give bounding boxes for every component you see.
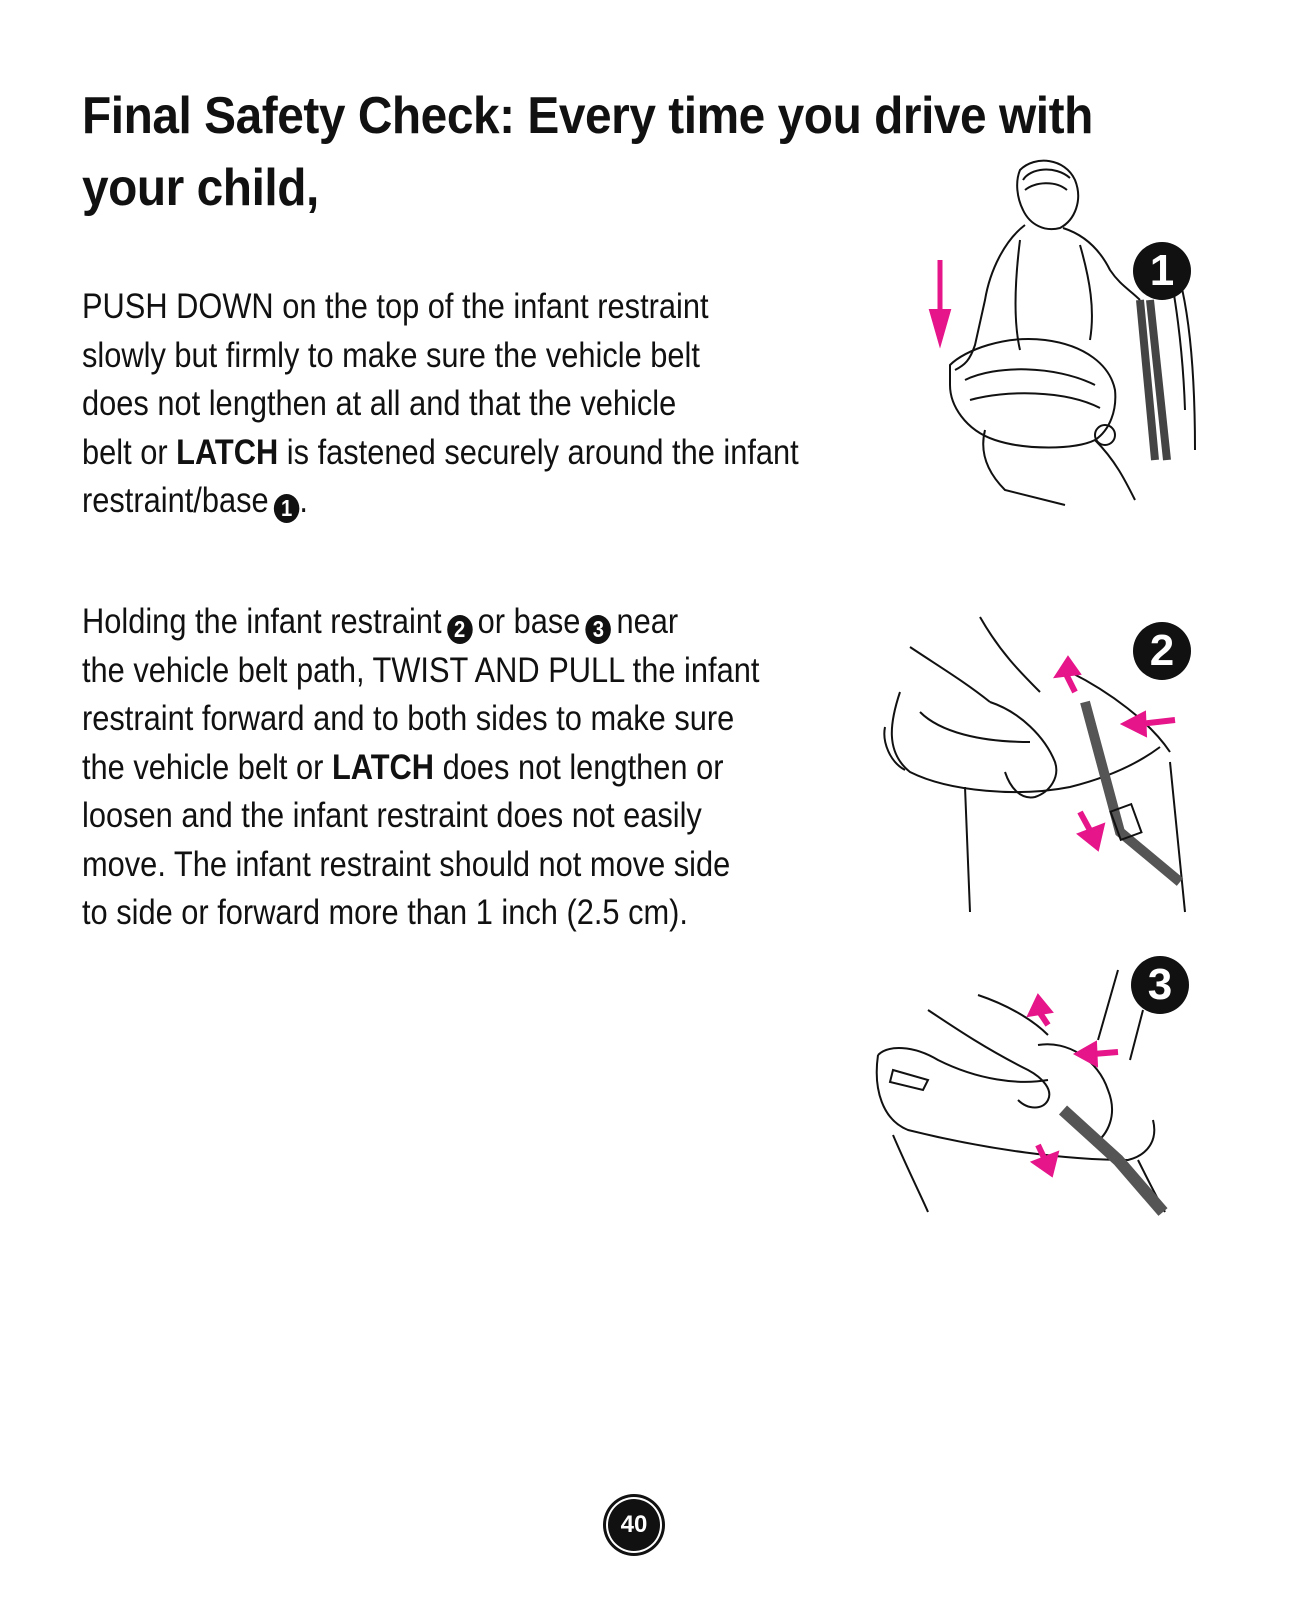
text-line <box>82 598 900 647</box>
text-segment: does not lengthen or <box>434 747 724 787</box>
text-segment: the vehicle belt or <box>82 747 332 787</box>
push-down-illustration <box>925 150 1210 510</box>
figure-ref-3: 3 <box>586 615 612 644</box>
text-segment: Holding the infant restraint <box>82 602 442 641</box>
text-segment: or base <box>477 602 581 641</box>
text-segment: belt or <box>82 432 177 472</box>
latch-keyword: LATCH <box>176 432 279 472</box>
latch-keyword: LATCH <box>331 747 435 787</box>
text-line: move. The infant restraint should not move side <box>82 844 731 884</box>
figure-badge-3: 3 <box>1131 956 1189 1014</box>
text-line: restraint forward and to both sides to make sure <box>82 699 735 738</box>
text-segment: near <box>616 602 679 641</box>
text-line: PUSH DOWN on the top of the infant restraint <box>82 287 709 326</box>
page-number: 40 <box>606 1497 662 1553</box>
page-title: Final Safety Check: Every time you drive with your child, <box>82 87 1093 217</box>
push-down-instructions <box>82 283 918 526</box>
text-line: the vehicle belt path, TWIST AND PULL the infant <box>82 650 760 690</box>
text-segment: restraint/base <box>82 481 269 520</box>
figure-badge-2: 2 <box>1133 622 1191 680</box>
text-line <box>82 477 918 526</box>
text-line <box>82 744 900 793</box>
twist-and-pull-instructions <box>82 598 900 938</box>
figure-badge-1: 1 <box>1133 242 1191 300</box>
text-line: does not lengthen at all and that the vehicle <box>82 384 677 423</box>
text-segment: is fastened securely around the infant <box>278 432 799 472</box>
text-line: to side or forward more than 1 inch (2.5 cm). <box>82 893 688 932</box>
text-line: slowly but firmly to make sure the vehicle belt <box>82 335 700 375</box>
text-segment: . <box>299 481 308 520</box>
text-line: loosen and the infant restraint does not easily <box>82 796 702 835</box>
figure-ref-2: 2 <box>447 615 473 644</box>
figure-ref-1: 1 <box>274 494 300 523</box>
text-line <box>82 429 918 478</box>
